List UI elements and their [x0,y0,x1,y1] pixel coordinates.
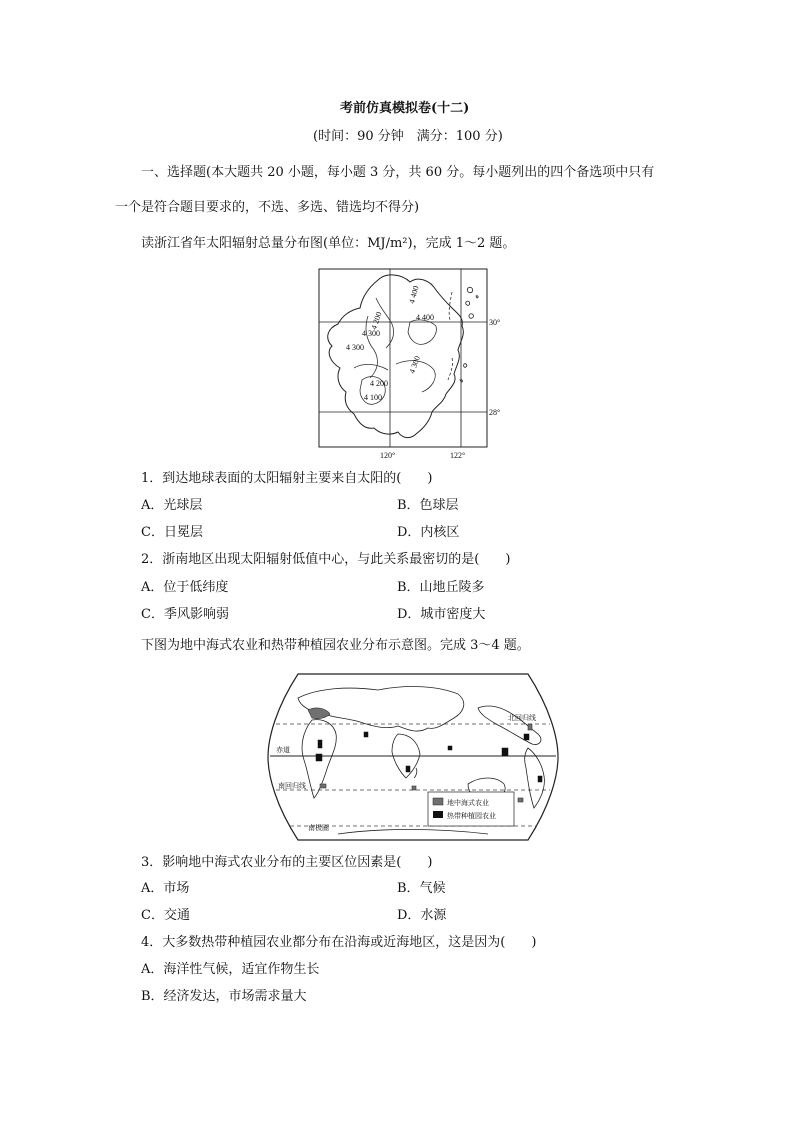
isoline-label: 4 300 [407,354,423,375]
map-legend [428,792,514,826]
isoline-label: 4 400 [407,284,421,305]
q2-option-b: B．山地丘陵多 [397,580,485,595]
intro-text-1: 读浙江省年太阳辐射总量分布图(单位：MJ/m²)，完成 1～2 题。 [141,236,516,251]
lon-label-120: 120° [380,451,396,460]
q1-option-b: B．色球层 [397,498,459,513]
isoline-label: 4 100 [364,393,382,402]
q2-stem: 2．浙南地区出现太阳辐射低值中心，与此关系最密切的是( ) [141,552,511,567]
isoline-label: 4 400 [416,313,434,322]
isoline-label: 4 200 [369,310,384,331]
q2-option-a: A．位于低纬度 [141,580,229,595]
q1-stem: 1．到达地球表面的太阳辐射主要来自太阳的( ) [141,471,433,486]
q3-option-b: B．气候 [397,881,446,896]
intro-text-2: 下图为地中海式农业和热带种植园农业分布示意图。完成 3～4 题。 [141,638,530,653]
label-tropic-cancer: 北回归线 [508,714,536,722]
lat-label-28: 28° [489,408,501,417]
isoline-label: 4 300 [362,329,380,338]
label-antarctic-circle: 南极圈 [308,824,329,832]
label-equator: 赤道 [276,746,290,754]
page-subtitle: (时间：90 分钟 满分：100 分) [313,129,503,144]
province-outline [328,275,464,438]
q4-option-b: B．经济发达，市场需求量大 [141,989,307,1004]
legend-label-plantation: 热带种植园农业 [447,812,496,820]
lat-label-30: 30° [489,318,501,327]
page-title: 考前仿真模拟卷(十二) [340,101,470,116]
map-frame [319,269,487,447]
q1-option-c: C．日冕层 [141,525,203,540]
q3-option-a: A．市场 [141,881,190,896]
q3-option-d: D．水源 [397,908,447,923]
q1-option-a: A．光球层 [141,498,203,513]
world-agriculture-map [268,668,558,846]
q1-option-d: D．内核区 [397,525,460,540]
isoline-label: 4 300 [346,343,364,352]
legend-label-mediterranean: 地中海式农业 [447,799,489,807]
isoline-label: 4 200 [370,379,388,388]
legend-swatch-mediterranean [433,798,443,805]
q2-option-d: D．城市密度大 [397,607,486,622]
section-heading-line1: 一、选择题(本大题共 20 小题，每小题 3 分，共 60 分。每小题列出的四个备选项中只有 [141,165,655,180]
q4-stem: 4．大多数热带种植园农业都分布在沿海或近海地区，这是因为( ) [141,935,537,950]
label-tropic-capricorn: 南回归线 [278,782,306,790]
legend-swatch-plantation [433,811,443,818]
q2-option-c: C．季风影响弱 [141,607,229,622]
q3-option-c: C．交通 [141,908,190,923]
map-border [268,674,558,840]
zhejiang-radiation-map [318,268,501,460]
q4-option-a: A．海洋性气候，适宜作物生长 [141,962,320,977]
section-heading-line2: 一个是符合题目要求的，不选、多选、错选均不得分) [115,200,420,215]
lon-label-122: 122° [450,451,466,460]
isolines [354,292,453,404]
q3-stem: 3．影响地中海式农业分布的主要区位因素是( ) [141,855,433,870]
